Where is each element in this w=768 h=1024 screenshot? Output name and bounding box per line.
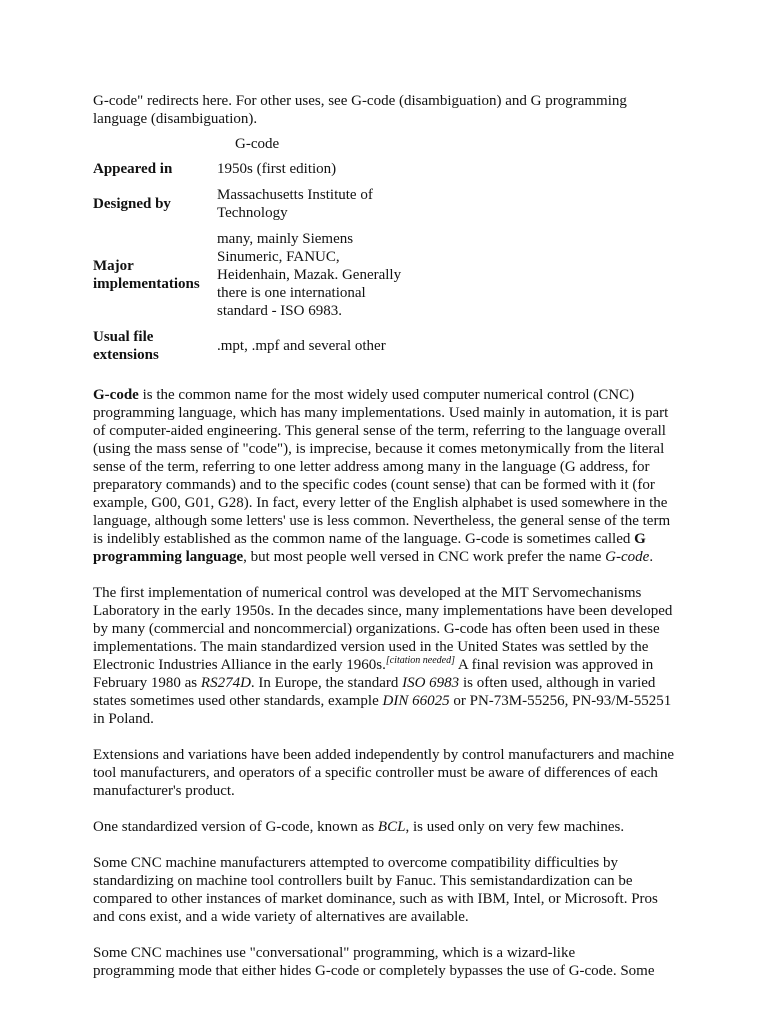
paragraph-conversational: Some CNC machines use "conversational" programming, which is a wizard-like programming mode that either hides G-code or completely bypasses the use of G-code. Some [93,945,655,979]
article-body [93,92,677,980]
citation-needed: [citation needed] [385,655,455,666]
infobox-row [93,226,412,324]
infobox-label: Designed by [93,196,171,212]
infobox [93,128,412,368]
infobox-row [93,156,412,182]
term-bold: G-code [93,387,139,403]
paragraph-intro: G-code is the common name for the most widely used computer numerical control (CNC) programming language, which has many implementations. Used mainly in automation, it is part of computer-aided engineering. This general sense of the term, referring to the language overall (using the mass sense of "code"), is imprecise, because it comes metonymically from the literal sense of the term, referring to one letter address among many in the language (G address, for preparatory commands) and to the specific codes (count sense) that can be formed with it (for example, G00, G01, G28). In fact, every letter of the English alphabet is used somewhere in the language, although some letters' use is less common. Nevertheless, the general sense of the term is indelibly established as the common name of the language. G-code is sometimes called G programming language, but most people well versed in CNC work prefer the name G-code. [93,387,671,565]
paragraph-bcl: One standardized version of G-code, known as BCL, is used only on very few machines. [93,819,625,835]
infobox-row [93,324,412,368]
paragraph-extensions: Extensions and variations have been added independently by control manufacturers and machine tool manufacturers, and operators of a specific controller must be aware of differences of each manufacturer's product. [93,747,675,799]
infobox-value: Massachusetts Institute of Technology [217,187,373,221]
infobox-label: Major implementations [93,258,200,292]
infobox-value: 1950s (first edition) [217,161,337,177]
alt-name-bold: G programming language [93,531,646,565]
standard-din: DIN 66025 [382,693,450,709]
infobox-value: many, mainly Siemens Sinumeric, FANUC, Heidenhain, Mazak. Generally there is one international standard - ISO 6983. [217,231,402,319]
paragraph-history: The first implementation of numerical control was developed at the MIT Servomechanisms Laboratory in the early 1950s. In the decades since, many implementations have been developed by many (commercial and noncommercial) organizations. G-code has often been used in these implementations. The main standardized version used in the United States was settled by the Electronic Industries Alliance in the early 1960s.[citation needed] A final revision was approved in February 1980 as RS274D. In Europe, the standard ISO 6983 is often used, although in varied states sometimes used other standards, example DIN 66025 or PN-73M-55256, PN-93/M-55251 in Poland. [93,585,673,727]
infobox-label: Usual file extensions [93,329,159,363]
infobox-row [93,182,412,226]
infobox-title: G-code [235,136,280,152]
standard-rs274d: RS274D [200,675,251,691]
standard-iso: ISO 6983 [402,675,460,691]
bcl-term: BCL [377,819,406,835]
redirect-note: G-code" redirects here. For other uses, see G-code (disambiguation) and G programming language (disambiguation). [93,93,627,127]
paragraph-fanuc: Some CNC machine manufacturers attempted to overcome compatibility difficulties by standardizing on machine tool controllers built by Fanuc. This semistandardization can be compared to other instances of market dominance, such as with IBM, Intel, or Microsoft. Pros and cons exist, and a wide variety of alternatives are available. [93,855,658,925]
preferred-name: G-code [605,549,650,565]
infobox-label: Appeared in [93,161,173,177]
infobox-value: .mpt, .mpf and several other [217,338,386,354]
